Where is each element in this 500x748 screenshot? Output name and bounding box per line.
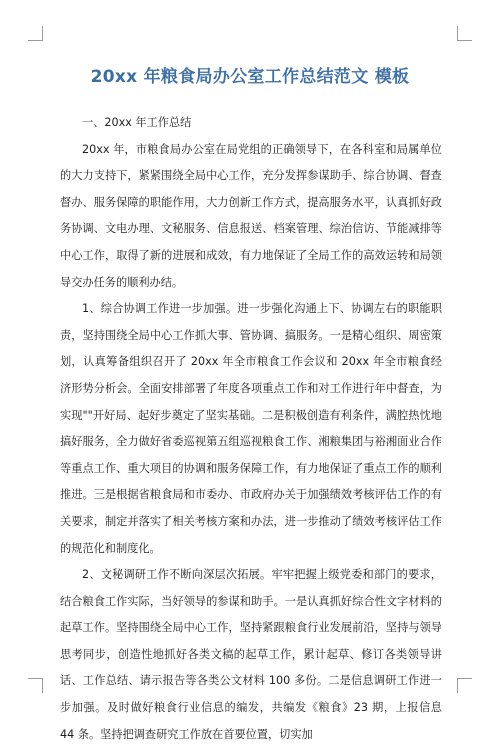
paragraph-coordination: 1、综合协调工作进一步加强。进一步强化沟通上下、协调左右的职能职责，坚持围绕全局中心工作抓大事、管协调、搞服务。一是精心组织、周密策划，认真筹备组织召开了 20xx 年全市粮食工作会议和 20xx 年全市粮食经济形势分析会。全面安排部署了年度各项重点工作和对工作进行年中督查，为实现""开好局、起好步奠定了坚实基础。二是积极创造有利条件，满腔热忱地搞好服务，全力做好省委巡视第五组巡视粮食工作、湘粮集团与裕湘面业合作等重点工作、重大项目的协调和服务保障工作，有力地保证了重点工作的顺利推进。三是根据省粮食局和市委办、市政府办关于加强绩效考核评估工作的有关要求，制定并落实了相关考核方案和办法，进一步推动了绩效考核评估工作的规范化和制度化。 — [60, 302, 442, 555]
paragraph-secretarial: 2、文秘调研工作不断向深层次拓展。牢牢把握上级党委和部门的要求，结合粮食工作实际，当好领导的参谋和助手。一是认真抓好综合性文字材料的起草工作。坚持围绕全局中心工作，坚持紧跟粮食行业发展前沿，坚持与领导思考同步，创造性地抓好各类文稿的起草工作，累计起草、修订各类领导讲话、工作总结、请示报告等各类公文材料 100 多份。二是信息调研工作进一步加强。及时做好粮食行业信息的编发，共编发《粮食》23 期，上报信息 44 条。坚持把调查研究工作放在首要位置，切实加 — [60, 568, 442, 741]
section-heading: 一、20xx 年工作总结 — [82, 116, 192, 129]
document-body — [60, 110, 442, 748]
page-corner-mark-top-right — [457, 26, 472, 41]
page-corner-mark-bottom-left — [28, 678, 43, 693]
page-corner-mark-bottom-right — [457, 678, 472, 693]
document-title: 20xx 年粮食局办公室工作总结范文 模板 — [90, 67, 410, 87]
page-corner-mark-top-left — [28, 26, 43, 41]
paragraph-intro: 20xx 年，市粮食局办公室在局党组的正确领导下，在各科室和局属单位的大力支持下，紧紧围绕全局中心工作，充分发挥参谋助手、综合协调、督查督办、服务保障的职能作用，大力创新工作方式，提高服务水平，认真抓好政务协调、文电办理、文秘服务、信息报送、档案管理、综治信访、节能减排等中心工作，取得了新的进展和成效，有力地保证了全局工作的高效运转和局领导交办任务的顺利办结。 — [60, 142, 442, 289]
